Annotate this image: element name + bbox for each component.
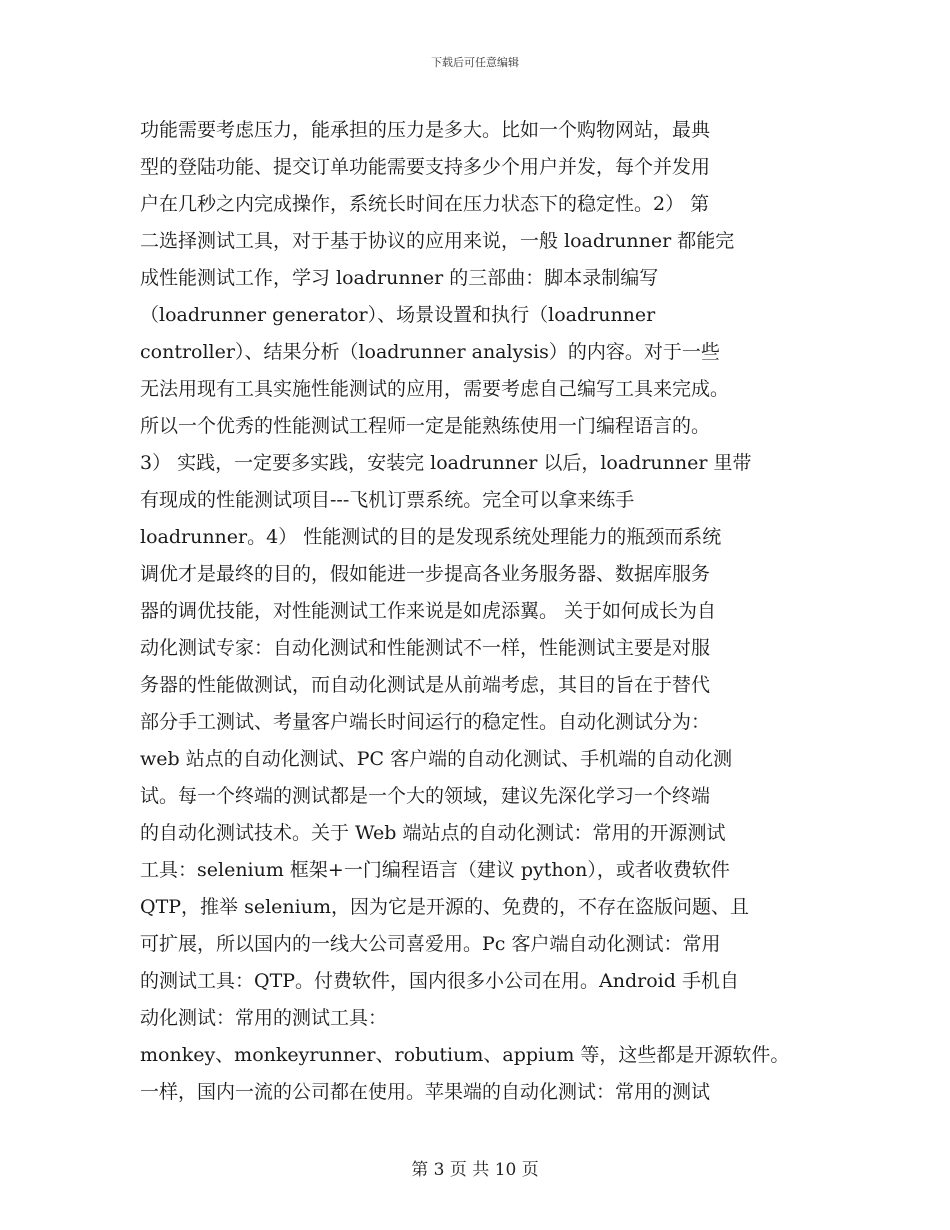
text-line: 二选择测试工具，对于基于协议的应用来说，一般 loadrunner 都能完: [140, 230, 735, 252]
text-line: monkey、monkeyrunner、robutium、appium 等，这些都是开源软件。: [140, 1044, 790, 1066]
text-line: 型的登陆功能、提交订单功能需要支持多少个用户并发，每个并发用: [140, 156, 711, 178]
text-line: 一样，国内一流的公司都在使用。苹果端的自动化测试：常用的测试: [140, 1081, 711, 1103]
text-line: 的测试工具：QTP。付费软件，国内很多小公司在用。Android 手机自: [140, 970, 739, 992]
text-line: 动化测试：常用的测试工具：: [140, 1007, 388, 1029]
text-line: 工具：selenium 框架+一门编程语言（建议 python），或者收费软件: [140, 859, 730, 881]
body-text: [140, 112, 810, 1111]
page-number-footer: 第 3 页 共 10 页: [411, 1160, 539, 1180]
text-line: 器的调优技能，对性能测试工作来说是如虎添翼。 关于如何成长为自: [140, 600, 717, 622]
text-line: 有现成的性能测试项目---飞机订票系统。完全可以拿来练手: [140, 489, 635, 511]
text-line: 部分手工测试、考量客户端长时间运行的稳定性。自动化测试分为：: [140, 711, 711, 733]
text-line: 调优才是最终的目的，假如能进一步提高各业务服务器、数据库服务: [140, 563, 711, 585]
text-line: QTP，推举 selenium，因为它是开源的、免费的，不存在盗版问题、且: [140, 896, 749, 918]
text-line: 户在几秒之内完成操作，系统长时间在压力状态下的稳定性。2） 第: [140, 193, 710, 215]
text-line: controller）、结果分析（loadrunner analysis）的内容。对于一些: [140, 341, 720, 363]
text-line: 试。每一个终端的测试都是一个大的领域，建议先深化学习一个终端: [140, 785, 711, 807]
text-line: 所以一个优秀的性能测试工程师一定是能熟练使用一门编程语言的。: [140, 415, 711, 437]
text-line: （loadrunner generator）、场景设置和执行（loadrunner: [140, 304, 656, 326]
text-line: 的自动化测试技术。关于 Web 端站点的自动化测试：常用的开源测试: [140, 822, 726, 844]
text-line: 成性能测试工作，学习 loadrunner 的三部曲：脚本录制编写: [140, 267, 659, 289]
text-line: 动化测试专家：自动化测试和性能测试不一样，性能测试主要是对服: [140, 637, 711, 659]
text-line: 务器的性能做测试，而自动化测试是从前端考虑，其目的旨在于替代: [140, 674, 711, 696]
text-line: web 站点的自动化测试、PC 客户端的自动化测试、手机端的自动化测: [140, 748, 733, 770]
text-line: 可扩展，所以国内的一线大公司喜爱用。Pc 客户端自动化测试：常用: [140, 933, 721, 955]
page-header: 下载后可任意编辑: [431, 56, 519, 69]
text-line: loadrunner。4） 性能测试的目的是发现系统处理能力的瓶颈而系统: [140, 526, 722, 548]
text-line: 无法用现有工具实施性能测试的应用，需要考虑自己编写工具来完成。: [140, 378, 730, 400]
text-line: 3） 实践，一定要多实践，安装完 loadrunner 以后，loadrunner 里带: [140, 452, 752, 474]
text-line: 功能需要考虑压力，能承担的压力是多大。比如一个购物网站，最典: [140, 119, 711, 141]
